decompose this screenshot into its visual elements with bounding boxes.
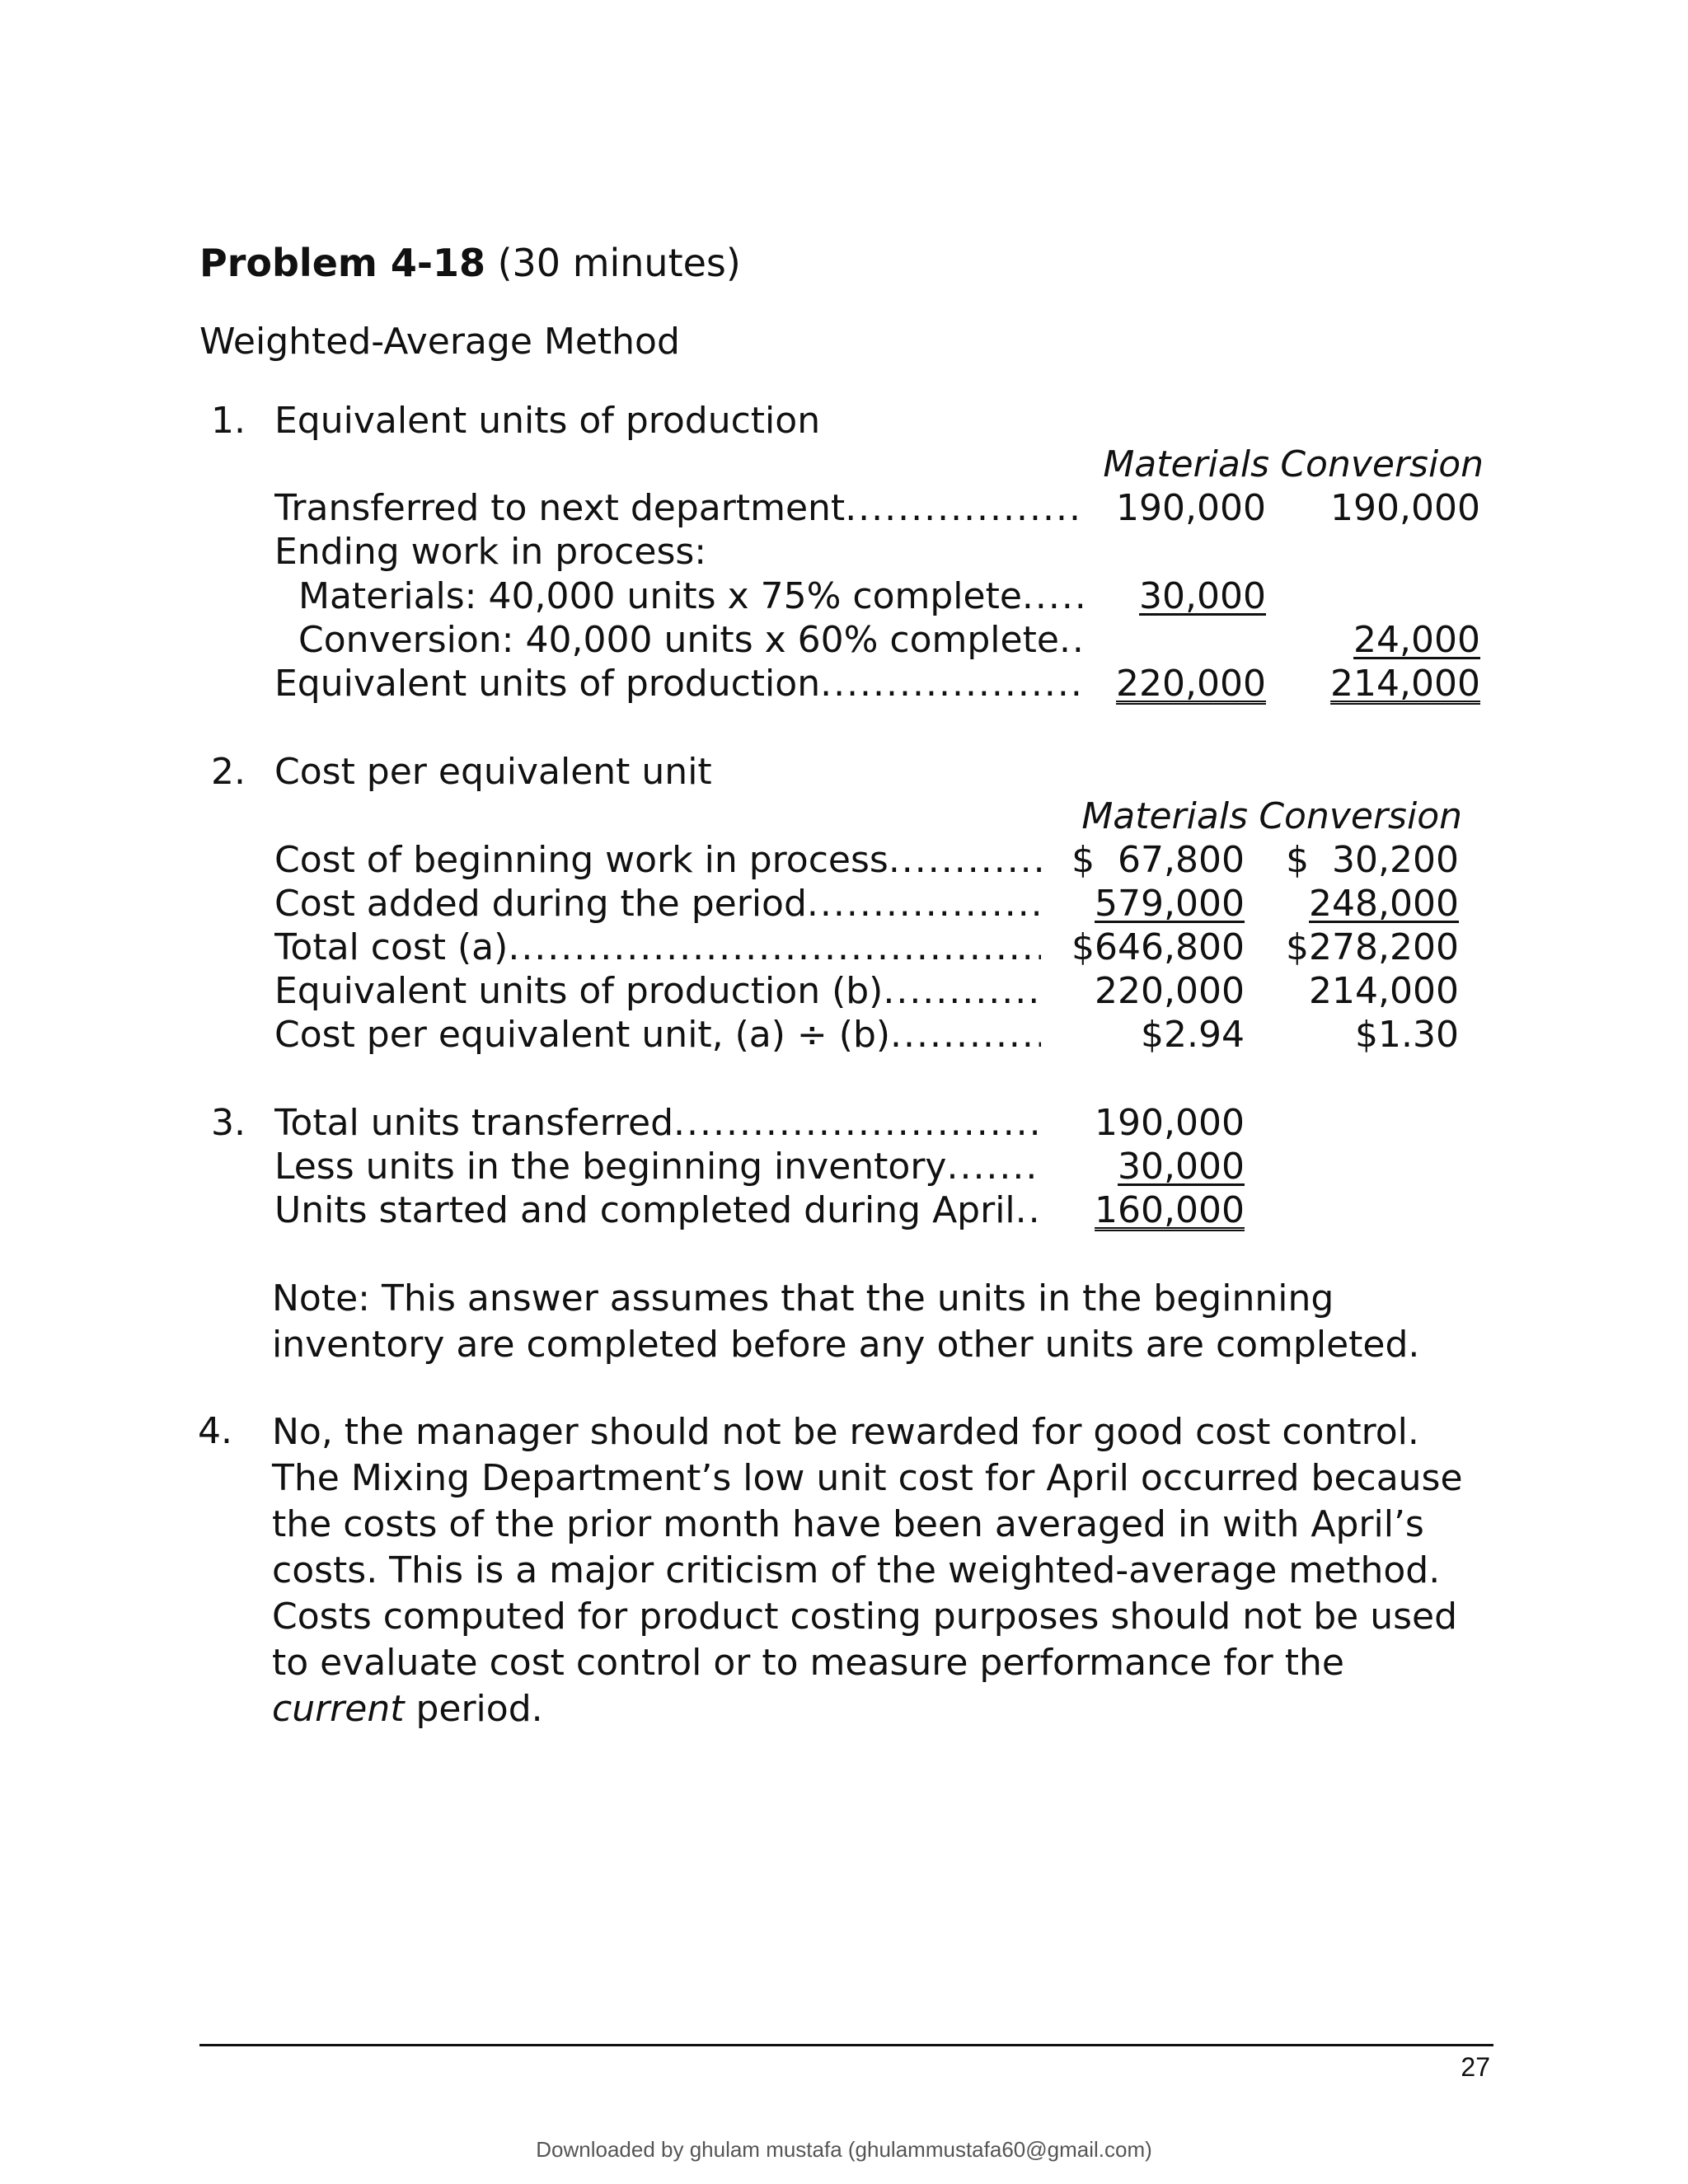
method-heading: Weighted-Average Method	[199, 321, 680, 363]
problem-title-bold: Problem 4-18	[199, 241, 485, 285]
part2-beginning-materials: $ 67,800	[1071, 839, 1245, 881]
part2-total-conversion: $278,200	[1286, 926, 1459, 968]
part3-number: 3.	[211, 1102, 246, 1144]
part1-number: 1.	[211, 400, 246, 442]
part2-row-equivalent-units: Equivalent units of production (b) .....	[274, 969, 1041, 1014]
part2-equivalent-conversion: 214,000	[1309, 970, 1459, 1012]
part1-col-conversion: Conversion	[1280, 443, 1484, 485]
part1-equivalent-conversion: 214,000	[1330, 663, 1480, 705]
part1-row-equivalent-units: Equivalent units of production .....	[274, 662, 1082, 706]
leader-dots	[820, 662, 1082, 706]
part4-emphasis: current	[272, 1688, 405, 1730]
leader-dots	[890, 1013, 1041, 1057]
part1-heading: Equivalent units of production	[274, 400, 821, 442]
leader-dots	[883, 969, 1041, 1014]
part1-materials-ewip-value: 30,000	[1139, 575, 1266, 617]
part1-equivalent-materials: 220,000	[1116, 663, 1266, 705]
leader-dots	[889, 838, 1041, 883]
leader-dots	[946, 1145, 1041, 1189]
part2-row-total-cost: Total cost (a) .....	[274, 926, 1041, 970]
part3-started-completed-value: 160,000	[1095, 1189, 1245, 1231]
part3-total-transferred-value: 190,000	[1095, 1102, 1245, 1144]
part3-row-less-beginning: Less units in the beginning inventory .....	[274, 1145, 1041, 1189]
leader-dots	[807, 882, 1041, 926]
part1-row-ending-wip: Ending work in process:	[274, 531, 707, 573]
part1-row-transferred: Transferred to next department .....	[274, 486, 1082, 531]
part2-heading: Cost per equivalent unit	[274, 751, 712, 793]
part4-number: 4.	[198, 1410, 232, 1452]
leader-dots	[508, 926, 1041, 970]
part2-added-conversion: 248,000	[1309, 883, 1459, 925]
part3-less-beginning-value: 30,000	[1118, 1146, 1245, 1188]
leader-dots	[845, 486, 1082, 531]
download-note: Downloaded by ghulam mustafa (ghulammustafa60@gmail.com)	[536, 2137, 1152, 2162]
part2-row-cost-per-unit: Cost per equivalent unit, (a) ÷ (b) .....	[274, 1013, 1041, 1057]
part1-transferred-materials: 190,000	[1116, 487, 1266, 529]
part1-col-materials: Materials	[1103, 443, 1269, 485]
part2-col-materials: Materials	[1081, 795, 1248, 837]
part2-per-unit-conversion: $1.30	[1355, 1014, 1459, 1056]
part2-row-beginning-wip: Cost of beginning work in process .....	[274, 838, 1041, 883]
problem-title-duration: (30 minutes)	[485, 241, 741, 285]
part2-per-unit-materials: $2.94	[1141, 1014, 1245, 1056]
leader-dots	[1015, 1188, 1041, 1233]
part2-total-materials: $646,800	[1071, 926, 1245, 968]
leader-dots	[1059, 618, 1082, 663]
part3-row-total-transferred: Total units transferred .....	[274, 1101, 1041, 1146]
leader-dots	[673, 1101, 1041, 1146]
part1-row-conversion-ewip: Conversion: 40,000 units x 60% complete .....	[298, 618, 1082, 663]
part2-beginning-conversion: $ 30,200	[1286, 839, 1459, 881]
part2-col-conversion: Conversion	[1259, 795, 1462, 837]
leader-dots	[1022, 574, 1082, 619]
page-number: 27	[1461, 2052, 1490, 2082]
problem-title	[199, 241, 741, 285]
part2-added-materials: 579,000	[1095, 883, 1245, 925]
part1-transferred-conversion: 190,000	[1330, 487, 1480, 529]
part3-row-started-completed: Units started and completed during April .....	[274, 1188, 1041, 1233]
footer-rule	[199, 2044, 1493, 2046]
part2-row-cost-added: Cost added during the period .....	[274, 882, 1041, 926]
part1-row-materials-ewip: Materials: 40,000 units x 75% complete .....	[298, 574, 1082, 619]
part4-answer: No, the manager should not be rewarded for good cost control. The Mixing Department’s low unit cost for April occurred because the costs of the prior month have been averaged in with April’s costs. This is a major criticism of the weighted-average method. Costs computed for product costing purposes should not be used to evaluate cost control or to measure performance for the current period.	[272, 1411, 1463, 1730]
part1-conversion-ewip-value: 24,000	[1353, 619, 1480, 661]
part2-number: 2.	[211, 751, 246, 793]
part2-equivalent-materials: 220,000	[1095, 970, 1245, 1012]
part3-note: Note: This answer assumes that the units in the beginning inventory are completed before any other units are completed.	[272, 1277, 1420, 1366]
